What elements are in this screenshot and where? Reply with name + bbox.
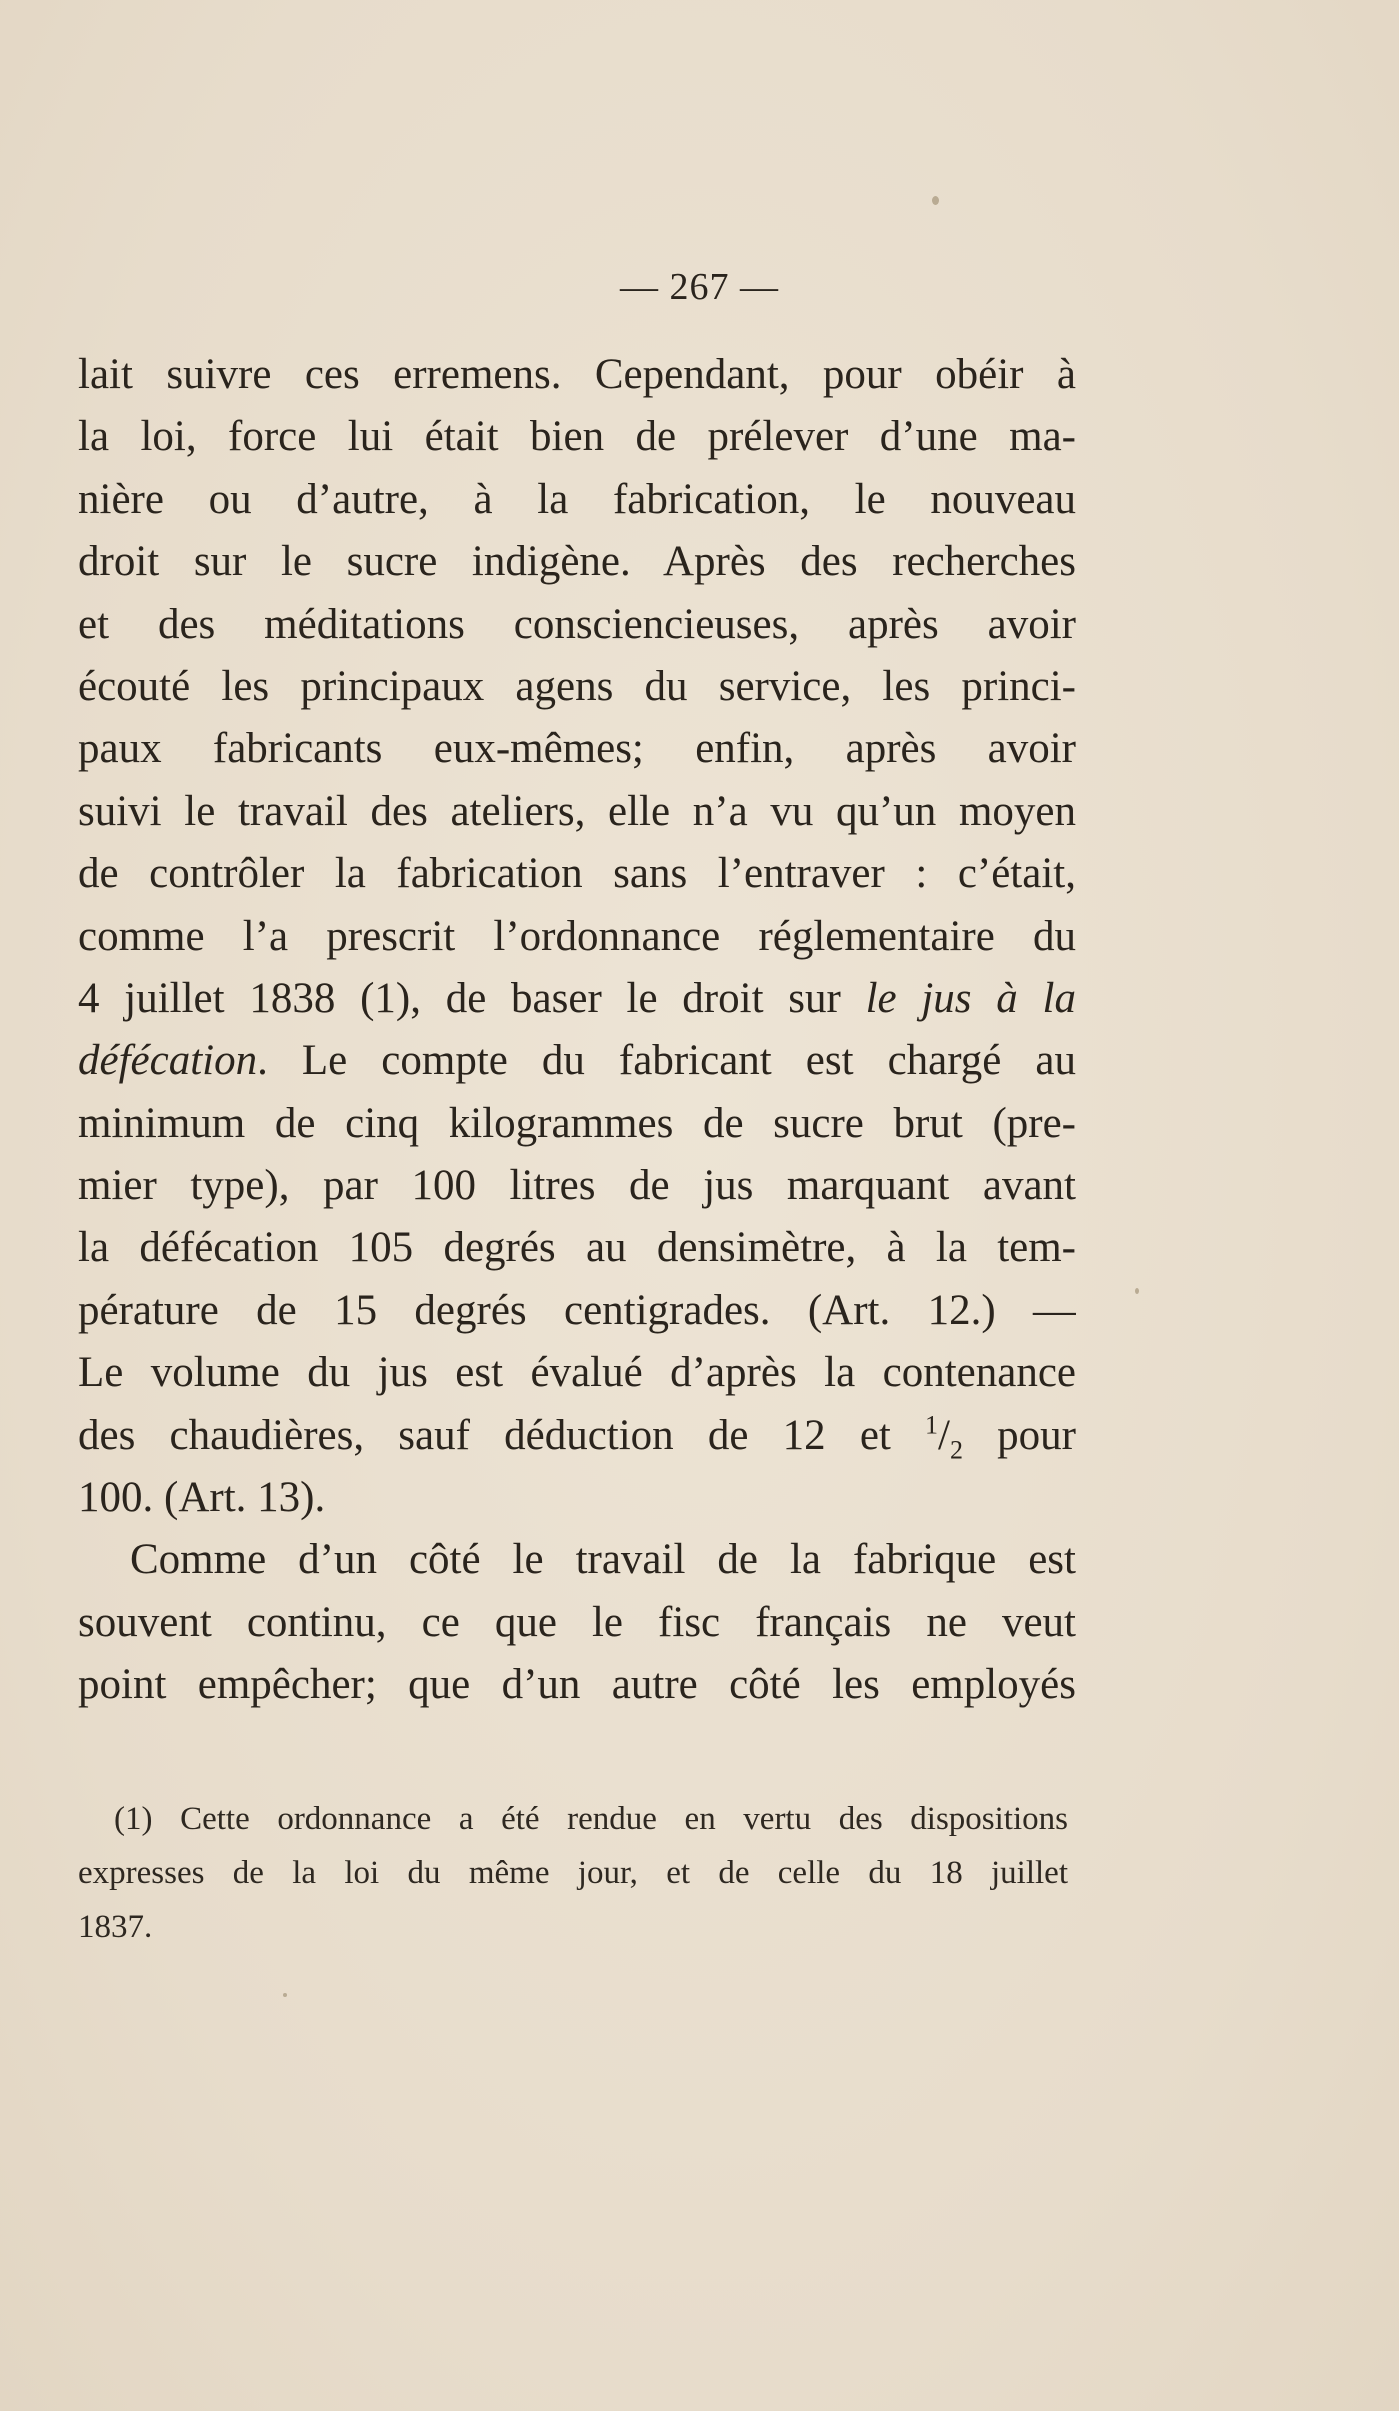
text-line: la loi, force lui était bien de prélever d’une ma- [78,413,1076,461]
text-line: écouté les principaux agens du service, les princi- [78,662,1076,710]
text-line: minimum de cinq kilogrammes de sucre brut (pre- [78,1099,1076,1147]
italic-span: le jus à la [865,974,1076,1022]
fraction-slash: / [938,1411,950,1459]
text-line: et des méditations consciencieuses, après avoir [78,600,1076,648]
paper-speck [283,1993,287,1997]
text-line-with-fraction [78,1405,1076,1467]
italic-span: défécation [78,1037,258,1085]
text-line: mier type), par 100 litres de jus marquant avant [78,1162,1076,1210]
text-line: souvent continu, ce que le fisc français ne veut [78,1598,1076,1646]
footnote [78,1792,1068,1954]
footnote-line: expresses de la loi du même jour, et de celle du 18 juillet [78,1855,1068,1891]
paper-speck [1135,1288,1139,1294]
text-line: suivi le travail des ateliers, elle n’a vu qu’un moyen [78,787,1076,835]
text-line: droit sur le sucre indigène. Après des recherches [78,538,1076,586]
text-line: point empêcher; que d’un autre côté les employés [78,1661,1076,1709]
text-line: 100. (Art. 13). [78,1474,326,1522]
footnote-line: 1837. [78,1909,153,1945]
text-line: Le volume du jus est évalué d’après la contenance [78,1349,1076,1397]
paper-speck [932,196,939,205]
text-line-with-italic [78,968,1076,1030]
fraction-denominator: 2 [949,1435,963,1465]
paragraph-first-line: Comme d’un côté le travail de la fabrique est [130,1536,1076,1584]
text-span: . Le compte du fabricant est chargé au [257,1037,1076,1085]
text-line: la défécation 105 degrés au densimètre, à la tem- [78,1224,1076,1272]
text-line: paux fabricants eux-mêmes; enfin, après avoir [78,725,1076,773]
text-line: lait suivre ces erremens. Cependant, pour obéir à [78,351,1076,398]
text-line: comme l’a prescrit l’ordonnance réglementaire du [78,912,1076,960]
page-number: — 267 — [620,266,779,308]
main-text [78,344,1076,1717]
text-line-with-italic [78,1030,1076,1092]
text-span: des chaudières, sauf déduction de 12 et [78,1411,926,1459]
text-line: pérature de 15 degrés centigrades. (Art. 12.) — [78,1286,1076,1334]
footnote-line: (1) Cette ordonnance a été rendue en vertu des dispositions [114,1801,1068,1837]
text-line: de contrôler la fabrication sans l’entraver : c’était, [78,850,1076,898]
fraction-numerator: 1 [925,1410,939,1440]
text-line: nière ou d’autre, à la fabrication, le nouveau [78,475,1076,523]
text-span: 4 juillet 1838 (1), de baser le droit sur [78,974,866,1022]
text-span: pour [962,1411,1076,1459]
